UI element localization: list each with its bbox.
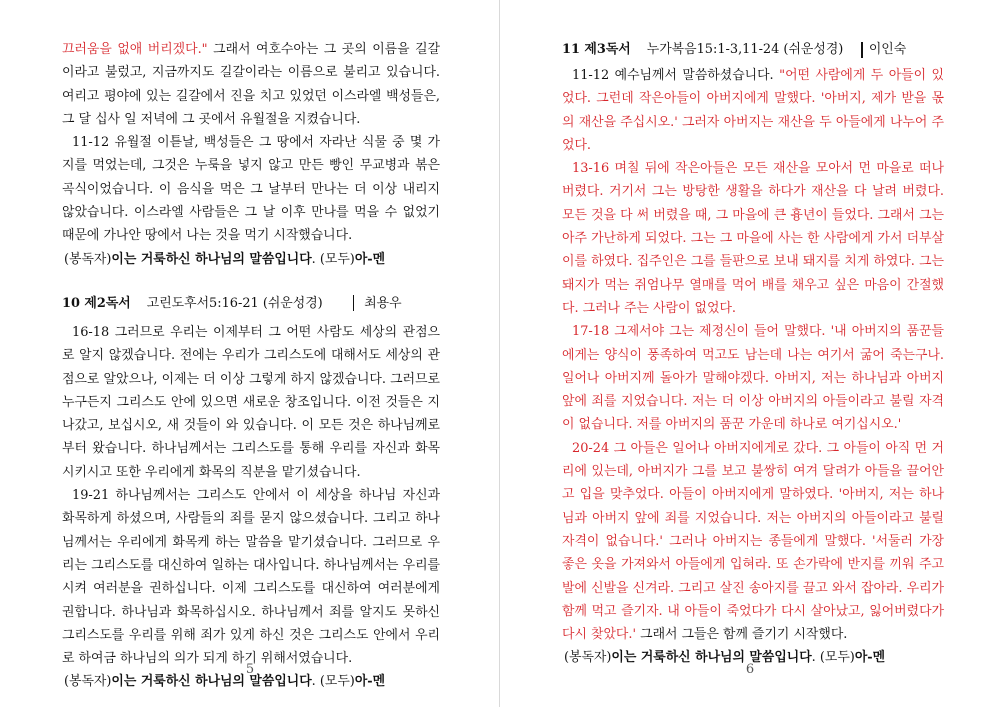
- scripture-reference: 고린도후서5:16-21 (쉬운성경): [146, 295, 323, 311]
- reading-paragraph-3: 16-18 그러므로 우리는 이제부터 그 어떤 사람도 세상의 관점으로 알지 않겠습니다. 전에는 우리가 그리스도에 대해서도 세상의 관점으로 알았으나, 이제는 더 이상 그렇게 하지 않겠습니다. 그러므로 누구든지 그리스도 안에 있으면 새로운 창조입니다. 이전 것들은 지나갔고, 보십시오, 새 것들이 와 있습니다. 이 모든 것은 하나님께로부터 왔습니다. 하나님께서는 그리스도를 통해 우리를 자신과 화목시키시고 또한 우리에게 화목의 직분을 맡기셨습니다.: [62, 324, 440, 480]
- body-text: 그래서 여호수아는 그 곳의 이름을 길갈이라고 불렀고, 지금까지도 길갈이라는 이름으로 불리고 있습니다. 여리고 평야에 있는 길갈에서 진을 치고 있었던 이스라엘 백성들은, 그 달 십사 일 저녁에 그 곳에서 유월절을 지켰습니다.: [62, 42, 440, 127]
- reading-paragraph-1: [62, 38, 440, 131]
- body-text: 11-12 예수님께서 말씀하셨습니다.: [572, 68, 780, 83]
- closing-declaration: 이는 거룩하신 하나님의 말씀입니다: [111, 674, 312, 690]
- red-text: "어떤 사람에게 두 아들이 있었다. 그런데 작은아들이 아버지에게 말했다. '아버지, 제가 받을 몫의 재산을 주십시오.' 그러자 아버지는 재산을 두 아들에게 나누어 주었다.: [562, 68, 945, 153]
- red-text: 끄러움을 없애 버리겠다.": [62, 42, 208, 57]
- body-text: 그래서 그들은 함께 즐기기 시작했다.: [636, 627, 848, 643]
- separator-bar: [353, 295, 355, 311]
- closing-declaration: 이는 거룩하신 하나님의 말씀입니다: [111, 251, 312, 267]
- separator-bar: [861, 42, 863, 58]
- congregation-label: . (모두): [811, 650, 855, 666]
- right-page: [500, 0, 1000, 707]
- reader-name: 이인숙: [868, 42, 907, 57]
- section-number: 11 제3독서: [562, 42, 631, 57]
- reader-label: (봉독자): [64, 674, 112, 690]
- reader-label: (봉독자): [64, 251, 112, 267]
- closing-declaration: 이는 거룩하신 하나님의 말씀입니다: [611, 650, 812, 666]
- reading-paragraph-1: [562, 64, 944, 157]
- reading-paragraph-4: 19-21 하나님께서는 그리스도 안에서 이 세상을 하나님 자신과 화목하게 하셨으며, 사람들의 죄를 묻지 않으셨습니다. 그리고 하나님께서는 우리에게 화목케 하는 말씀을 맡기셨습니다. 그러므로 우리는 그리스도를 대신하여 일하는 대사입니다. 하나님께서는 우리를 시켜 여러분을 권하십니다. 이제 그리스도를 대신하여 여러분에게 권합니다. 하나님과 화목하십시오. 하나님께서 죄를 알지도 못하신 그리스도를 우리를 위해 죄가 있게 하신 것은 그리스도 안에서 우리로 하여금 하나님의 의가 되게 하기 위해서였습니다.: [62, 488, 440, 667]
- amen-response: 아-멘: [354, 251, 386, 267]
- reading-paragraph-2: 11-12 유월절 이튿날, 백성들은 그 땅에서 자라난 식물 중 몇 가지를 먹었는데, 그것은 누룩을 넣지 않고 만든 빵인 무교병과 볶은 곡식이었습니다. 이 음식을 먹은 그 날부터 만나는 더 이상 내리지 않았습니다. 이스라엘 사람들은 그 날 이후 만나를 먹을 수 없었기 때문에 가나안 땅에서 나는 것을 먹기 시작했습니다.: [62, 135, 440, 244]
- congregation-label: . (모두): [311, 251, 355, 267]
- amen-response: 아-멘: [854, 650, 886, 666]
- page-number: 5: [245, 662, 255, 677]
- page-number: 6: [745, 662, 755, 677]
- reading-paragraph-2: 13-16 며칠 뒤에 작은아들은 모든 재산을 모아서 먼 마을로 떠나 버렸다. 거기서 그는 방탕한 생활을 하다가 재산을 다 날려 버렸다. 모든 것을 다 써 버렸을 때, 그 마을에 큰 흉년이 들었다. 그래서 그는 아주 가난하게 되었다. 그는 그 마을에 사는 한 사람에게 가서 더부살이를 하였다. 집주인은 그를 들판으로 보내 돼지를 치게 하였다. 그는 돼지가 먹는 쥐엄나무 열매를 먹어 배를 채우고 싶은 마음이 간절했다. 그러나 주는 사람이 없었다.: [562, 161, 944, 316]
- section-header-second-reading: [62, 292, 440, 315]
- reader-label: (봉독자): [564, 650, 612, 666]
- amen-response: 아-멘: [354, 674, 386, 690]
- section-number: 10 제2독서: [62, 295, 131, 311]
- reading-paragraph-3: 17-18 그제서야 그는 제정신이 들어 말했다. '내 아버지의 품꾼들에게는 양식이 풍족하여 먹고도 남는데 나는 여기서 굶어 죽는구나. 일어나 아버지께 돌아가 말해야겠다. 아버지, 저는 하나님과 아버지 앞에 죄를 지었습니다. 저는 더 이상 아버지의 아들이라고 불릴 자격이 없습니다. 저를 아버지의 품꾼 가운데 하나로 여기십시오.': [562, 324, 944, 433]
- closing-response: [64, 248, 440, 271]
- reading-paragraph-4: [562, 437, 944, 647]
- reader-name: 최용우: [364, 295, 402, 311]
- red-text: 20-24 그 아들은 일어나 아버지에게로 갔다. 그 아들이 아직 먼 거리에 있는데, 아버지가 그를 보고 불쌍히 여겨 달려가 아들을 끌어안고 입을 맞추었다. 아들이 아버지에게 말하였다. '아버지, 저는 하나님과 아버지 앞에 죄를 지었습니다. 저는 아버지의 아들이라고 불릴 자격이 없습니다.' 그러나 아버지는 종들에게 말했다. '서둘러 가장 좋은 옷을 가져와서 아들에게 입혀라. 또 손가락에 반지를 끼워 주고 발에 신발을 신겨라. 그리고 살진 송아지를 끌고 와서 잡아라. 우리가 함께 먹고 즐기자. 내 아들이 죽었다가 다시 살아났고, 잃어버렸다가 다시 찾았다.': [562, 440, 944, 643]
- congregation-label: . (모두): [311, 674, 355, 690]
- scripture-reference: 누가복음15:1-3,11-24 (쉬운성경): [646, 42, 844, 57]
- section-header-third-reading: [562, 38, 944, 61]
